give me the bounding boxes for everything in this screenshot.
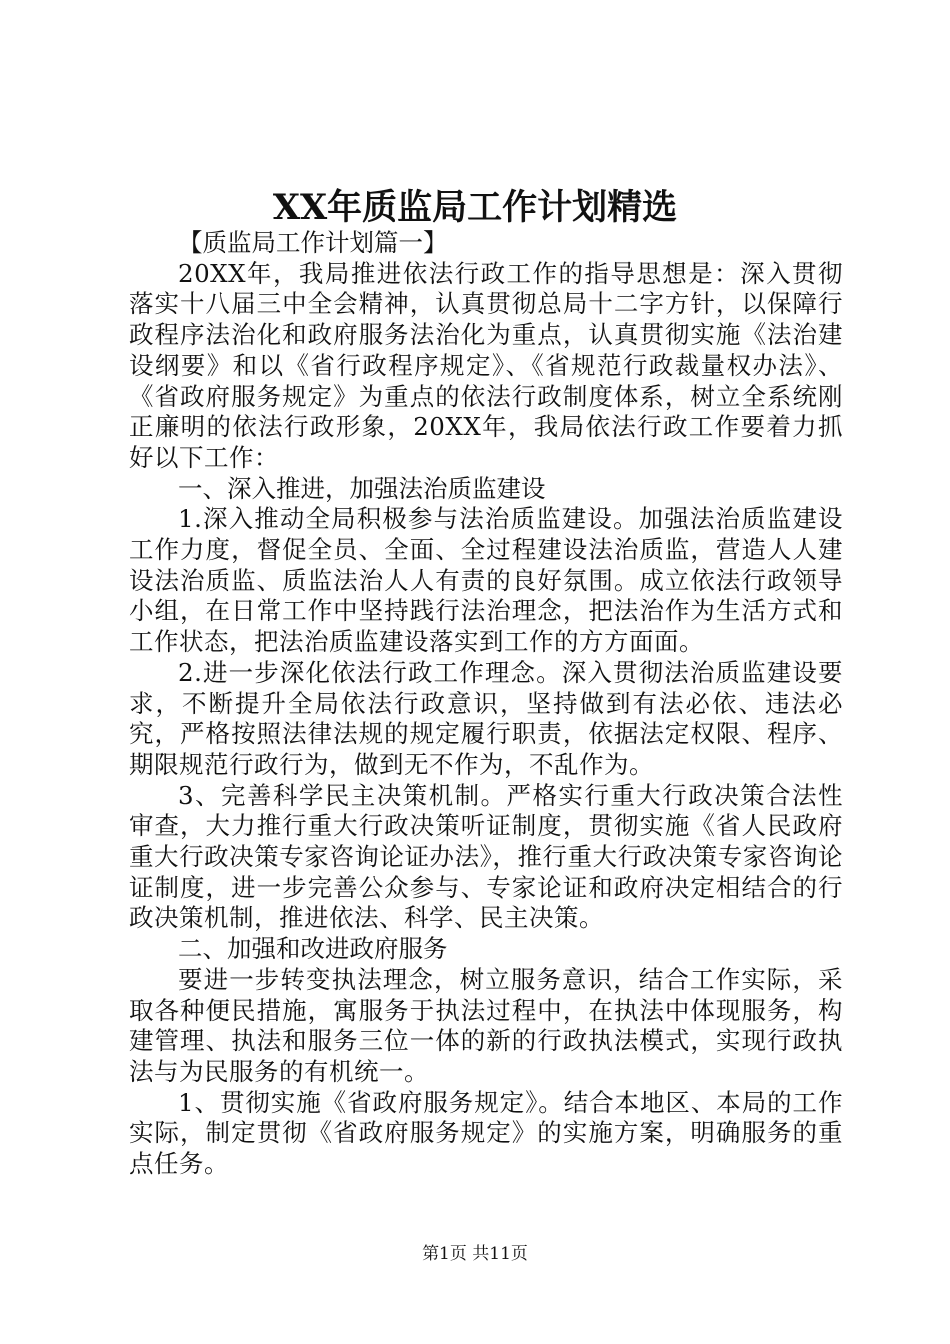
paragraph-intro: 20XX年，我局推进依法行政工作的指导思想是：深入贯彻落实十八届三中全会精神，认真贯彻总局十二字方针，以保障行政程序法治化和政府服务法治化为重点，认真贯彻实施《法治建设纲要》和以《省行政程序规定》、《省规范行政裁量权办法》、《省政府服务规定》为重点的依法行政制度体系，树立全系统刚正廉明的依法行政形象，20XX年，我局依法行政工作要着力抓好以下工作：	[129, 258, 843, 472]
section-label: 【质监局工作计划篇一】	[178, 228, 448, 257]
heading-section-one: 一、深入推进，加强法治质监建设	[178, 473, 546, 503]
document-body	[129, 228, 843, 1180]
page-footer: 第1页 共11页	[422, 1244, 528, 1264]
document-title: XX年质监局工作计划精选	[272, 187, 678, 228]
paragraph-service-item-1: 1、贯彻实施《省政府服务规定》。结合本地区、本局的工作实际，制定贯彻《省政府服务规定》的实施方案，明确服务的重点任务。	[129, 1087, 843, 1179]
heading-section-two: 二、加强和改进政府服务	[178, 934, 448, 964]
paragraph-item-1: 1.深入推动全局积极参与法治质监建设。加强法治质监建设工作力度，督促全员、全面、全过程建设法治质监，营造人人建设法治质监、质监法治人人有责的良好氛围。成立依法行政领导小组，在日常工作中坚持践行法治理念，把法治作为生活方式和工作状态，把法治质监建设落实到工作的方方面面。	[129, 504, 843, 657]
paragraph-service-intro: 要进一步转变执法理念，树立服务意识，结合工作实际，采取各种便民措施，寓服务于执法过程中，在执法中体现服务，构建管理、执法和服务三位一体的新的行政执法模式，实现行政执法与为民服务的有机统一。	[129, 964, 843, 1086]
paragraph-item-3: 3、完善科学民主决策机制。严格实行重大行政决策合法性审查，大力推行重大行政决策听证制度，贯彻实施《省人民政府重大行政决策专家咨询论证办法》，推行重大行政决策专家咨询论证制度，进一步完善公众参与、专家论证和政府决定相结合的行政决策机制，推进依法、科学、民主决策。	[129, 780, 843, 933]
paragraph-item-2: 2.进一步深化依法行政工作理念。深入贯彻法治质监建设要求，不断提升全局依法行政意识，坚持做到有法必依、违法必究，严格按照法律法规的规定履行职责，依据法定权限、程序、期限规范行政行为，做到无不作为，不乱作为。	[129, 657, 843, 779]
